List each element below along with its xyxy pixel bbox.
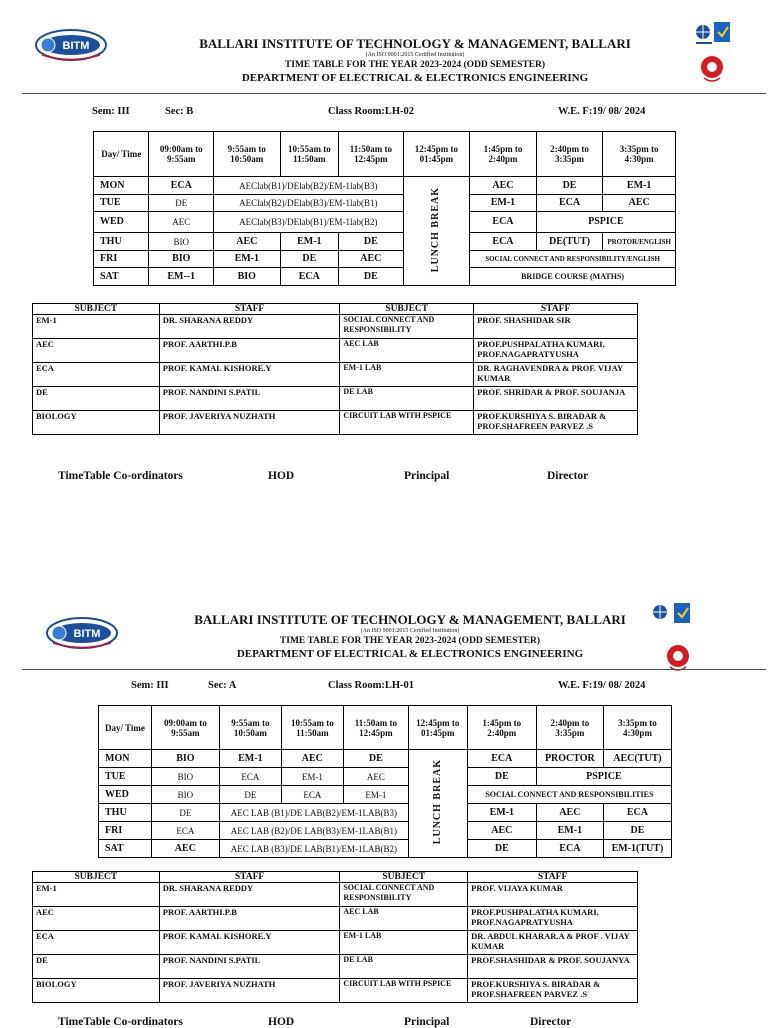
institute-name: BALLARI INSTITUTE OF TECHNOLOGY & MANAGEMENT, BALLARI <box>199 36 631 51</box>
period-cell: EM-1 <box>214 251 281 268</box>
header-slot-2: 9:55am to 10:50am <box>219 706 281 750</box>
period-cell: DE <box>343 750 408 768</box>
header-slot-2: 9:55am to 10:50am <box>214 132 281 177</box>
period-cell: DE <box>149 195 214 212</box>
header-slot-8: 3:35pm to 4:30pm <box>603 132 676 177</box>
period-cell: DE <box>151 804 219 822</box>
day-cell: TUE <box>94 195 149 212</box>
afternoon-activity-cell: SOCIAL CONNECT AND RESPONSIBILITIES <box>467 786 671 804</box>
subject-cell: CIRCUIT LAB WITH PSPICE <box>340 411 474 435</box>
period-cell: AEC <box>214 233 281 251</box>
header-slot-3: 10:55am to 11:50am <box>280 132 339 177</box>
with-effect-from: W.E. F:19/ 08/ 2024 <box>558 680 646 691</box>
header-slot-4: 11:50am to 12:45pm <box>343 706 408 750</box>
signature-principal: Principal <box>404 470 450 482</box>
signature-hod: HOD <box>268 470 295 482</box>
staff-cell: PROF.KURSHIYA S. BIRADAR & PROF.SHAFREEN PARVEZ .S <box>474 411 638 435</box>
subject-cell: BIOLOGY <box>33 411 160 435</box>
day-cell: SAT <box>94 268 149 286</box>
section: Sec: B <box>165 106 194 117</box>
staff-cell: PROF. JAVERIYA NUZHATH <box>159 411 340 435</box>
header-slot-6: 1:45pm to 2:40pm <box>470 132 537 177</box>
subject-cell: SOCIAL CONNECT AND RESPONSIBILITY <box>340 315 474 339</box>
period-cell: ECA <box>536 195 603 212</box>
lab-cell: AEC LAB (B1)/DE LAB(B2)/EM-1LAB(B3) <box>219 804 408 822</box>
department-name: DEPARTMENT OF ELECTRICAL & ELECTRONICS ENGINEERING <box>241 72 589 84</box>
period-cell: PROTOR/ENGLISH <box>603 233 676 251</box>
staff-cell: PROF. AARTHI.P.B <box>159 907 340 931</box>
header-day: Day/ Time <box>94 132 149 177</box>
period-cell: BIO <box>151 786 219 804</box>
period-cell: DE <box>339 233 404 251</box>
staff-header-staff: STAFF <box>474 304 638 315</box>
subject-cell: SOCIAL CONNECT AND RESPONSIBILITY <box>340 883 468 907</box>
period-cell: EM-1(TUT) <box>603 840 671 858</box>
period-cell: ECA <box>151 822 219 840</box>
classroom: Class Room:LH-02 <box>328 106 415 117</box>
period-cell: DE <box>339 268 404 286</box>
header-slot-1: 09:00am to 9:55am <box>149 132 214 177</box>
period-cell: EM-1 <box>280 233 339 251</box>
lab-cell: AEClab(B3)/DElab(B1)/EM-1lab(B2) <box>214 212 404 233</box>
with-effect-from: W.E. F:19/ 08/ 2024 <box>558 106 646 117</box>
header-divider <box>22 669 766 670</box>
signature-coordinators: TimeTable Co-ordinators <box>58 1016 183 1028</box>
staff-cell: PROF.PUSHPALATHA KUMARI, PROF.NAGAPRATYUSHA <box>468 907 638 931</box>
staff-cell: PROF. KAMAL KISHORE.Y <box>159 363 340 387</box>
staff-cell: DR. SHARANA REDDY <box>159 315 340 339</box>
department-name: DEPARTMENT OF ELECTRICAL & ELECTRONICS ENGINEERING <box>236 648 584 660</box>
staff-table <box>32 303 638 435</box>
staff-cell: PROF.KURSHIYA S. BIRADAR & PROF.SHAFREEN PARVEZ .S <box>468 979 638 1003</box>
subject-cell: DE LAB <box>340 387 474 411</box>
svg-text:BITM: BITM <box>62 40 90 52</box>
semester: Sem: III <box>92 106 130 117</box>
afternoon-activity-cell: SOCIAL CONNECT AND RESPONSIBILITY/ENGLISH <box>470 251 676 268</box>
staff-cell: DR. ABDUL KHARAR.A & PROF . VIJAY KUMAR <box>468 931 638 955</box>
section: Sec: A <box>208 680 237 691</box>
signature-director: Director <box>530 1016 572 1028</box>
staff-cell: PROF. SHRIDAR & PROF. SOUJANJA <box>474 387 638 411</box>
bitm-logo <box>34 28 108 62</box>
svg-text:BITM: BITM <box>73 628 101 640</box>
subject-cell: ECA <box>33 363 160 387</box>
period-cell: BIO <box>149 251 214 268</box>
header-slot-6: 1:45pm to 2:40pm <box>467 706 536 750</box>
timetable-grid <box>93 131 676 286</box>
subject-cell: EM-1 <box>33 315 160 339</box>
period-cell: ECA <box>536 840 603 858</box>
subject-cell: BIOLOGY <box>33 979 160 1003</box>
day-cell: SAT <box>99 840 152 858</box>
year-title: TIME TABLE FOR THE YEAR 2023-2024 (ODD SEMESTER) <box>279 636 541 646</box>
staff-header-subject: SUBJECT <box>33 872 160 883</box>
subject-cell: AEC <box>33 907 160 931</box>
header-slot-4: 11:50am to 12:45pm <box>339 132 404 177</box>
staff-cell: PROF. KAMAL KISHORE.Y <box>159 931 340 955</box>
period-cell: AEC <box>343 768 408 786</box>
lab-cell: AEC LAB (B2)/DE LAB(B3)/EM-1LAB(B1) <box>219 822 408 840</box>
staff-cell: PROF.SHASHIDAR & PROF. SOUJANYA <box>468 955 638 979</box>
period-cell: DE <box>467 768 536 786</box>
header-slot-7: 2:40pm to 3:35pm <box>536 132 603 177</box>
subject-cell: AEC <box>33 339 160 363</box>
period-cell: ECA <box>219 768 281 786</box>
lunch-break-label: LUNCH BREAK <box>431 759 443 845</box>
staff-header-subject: SUBJECT <box>33 304 160 315</box>
period-cell: BIO <box>151 768 219 786</box>
period-cell: AEC(TUT) <box>603 750 671 768</box>
staff-header-staff: STAFF <box>468 872 638 883</box>
period-cell: ECA <box>470 212 537 233</box>
staff-cell: PROF. AARTHI.P.B <box>159 339 340 363</box>
timetable-grid <box>98 705 672 858</box>
staff-cell: PROF. SHASHIDAR SIR <box>474 315 638 339</box>
subject-cell: EM-1 LAB <box>340 931 468 955</box>
period-cell: EM--1 <box>149 268 214 286</box>
day-cell: MON <box>99 750 152 768</box>
subject-cell: AEC LAB <box>340 339 474 363</box>
iso-line: (An ISO 9001:2015 Certified Institution) <box>360 628 460 634</box>
afternoon-activity-cell: BRIDGE COURSE (MATHS) <box>470 268 676 286</box>
period-cell: PROCTOR <box>536 750 603 768</box>
subject-cell: DE <box>33 955 160 979</box>
period-cell: EM-1 <box>281 768 343 786</box>
period-cell: AEC <box>536 804 603 822</box>
staff-table <box>32 871 638 1003</box>
staff-cell: DR. RAGHAVENDRA & PROF. VIJAY KUMAR <box>474 363 638 387</box>
semester: Sem: III <box>131 680 169 691</box>
header-slot-7: 2:40pm to 3:35pm <box>536 706 603 750</box>
day-cell: THU <box>99 804 152 822</box>
subject-cell: EM-1 LAB <box>340 363 474 387</box>
institute-name: BALLARI INSTITUTE OF TECHNOLOGY & MANAGEMENT, BALLARI <box>194 612 626 627</box>
staff-header-staff: STAFF <box>159 304 340 315</box>
lab-cell: AEC LAB (B3)/DE LAB(B1)/EM-1LAB(B2) <box>219 840 408 858</box>
period-cell: AEC <box>467 822 536 840</box>
classroom: Class Room:LH-01 <box>328 680 415 691</box>
period-cell: BIO <box>149 233 214 251</box>
period-cell: ECA <box>467 750 536 768</box>
period-cell: AEC <box>339 251 404 268</box>
iso-certification-badges <box>694 20 734 88</box>
staff-cell: PROF. VIJAYA KUMAR <box>468 883 638 907</box>
staff-header-staff: STAFF <box>159 872 340 883</box>
signature-hod: HOD <box>268 1016 295 1028</box>
period-cell: DE <box>219 786 281 804</box>
staff-header-subject: SUBJECT <box>340 872 468 883</box>
period-cell: AEC <box>281 750 343 768</box>
bitm-logo <box>45 616 119 650</box>
period-cell: DE <box>280 251 339 268</box>
signature-coordinators: TimeTable Co-ordinators <box>58 470 183 482</box>
institute-header <box>150 36 680 85</box>
lab-cell: AEClab(B2)/DElab(B3)/EM-1lab(B1) <box>214 195 404 212</box>
period-cell: BIO <box>214 268 281 286</box>
period-cell: PSPICE <box>536 212 675 233</box>
subject-cell: EM-1 <box>33 883 160 907</box>
day-cell: MON <box>94 177 149 195</box>
signature-principal: Principal <box>404 1016 450 1028</box>
period-cell: DE <box>603 822 671 840</box>
period-cell: ECA <box>470 233 537 251</box>
period-cell: EM-1 <box>536 822 603 840</box>
day-cell: THU <box>94 233 149 251</box>
period-cell: ECA <box>280 268 339 286</box>
subject-cell: AEC LAB <box>340 907 468 931</box>
period-cell: EM-1 <box>219 750 281 768</box>
period-cell: DE(TUT) <box>536 233 603 251</box>
period-cell: EM-1 <box>343 786 408 804</box>
subject-cell: CIRCUIT LAB WITH PSPICE <box>340 979 468 1003</box>
period-cell: PSPICE <box>536 768 671 786</box>
period-cell: EM-1 <box>470 195 537 212</box>
lab-cell: AEClab(B1)/DElab(B2)/EM-1lab(B3) <box>214 177 404 195</box>
period-cell: AEC <box>151 840 219 858</box>
staff-header-subject: SUBJECT <box>340 304 474 315</box>
period-cell: ECA <box>149 177 214 195</box>
header-slot-3: 10:55am to 11:50am <box>281 706 343 750</box>
period-cell: AEC <box>149 212 214 233</box>
day-cell: FRI <box>94 251 149 268</box>
period-cell: EM-1 <box>467 804 536 822</box>
lunch-break-cell <box>408 750 467 858</box>
signature-director: Director <box>547 470 589 482</box>
staff-cell: PROF. NANDINI S.PATIL <box>159 387 340 411</box>
subject-cell: DE LAB <box>340 955 468 979</box>
header-day: Day/ Time <box>99 706 152 750</box>
header-slot-1: 09:00am to 9:55am <box>151 706 219 750</box>
staff-cell: PROF. NANDINI S.PATIL <box>159 955 340 979</box>
day-cell: TUE <box>99 768 152 786</box>
header-lunch-slot: 12:45pm to 01:45pm <box>403 132 470 177</box>
staff-cell: PROF.PUSHPALATHA KUMARI, PROF.NAGAPRATYUSHA <box>474 339 638 363</box>
staff-cell: PROF. JAVERIYA NUZHATH <box>159 979 340 1003</box>
staff-cell: DR. SHARANA REDDY <box>159 883 340 907</box>
lunch-break-cell <box>403 177 470 286</box>
iso-line: (An ISO 9001:2015 Certified Institution) <box>365 52 465 58</box>
day-cell: WED <box>94 212 149 233</box>
year-title: TIME TABLE FOR THE YEAR 2023-2024 (ODD SEMESTER) <box>284 60 546 70</box>
header-divider <box>22 93 766 94</box>
header-lunch-slot: 12:45pm to 01:45pm <box>408 706 467 750</box>
period-cell: EM-1 <box>603 177 676 195</box>
day-cell: FRI <box>99 822 152 840</box>
subject-cell: DE <box>33 387 160 411</box>
lunch-break-label: LUNCH BREAK <box>430 186 442 273</box>
subject-cell: ECA <box>33 931 160 955</box>
period-cell: AEC <box>603 195 676 212</box>
header-slot-8: 3:35pm to 4:30pm <box>603 706 671 750</box>
period-cell: BIO <box>151 750 219 768</box>
day-cell: WED <box>99 786 152 804</box>
period-cell: AEC <box>470 177 537 195</box>
institute-header <box>145 612 675 661</box>
period-cell: ECA <box>281 786 343 804</box>
period-cell: ECA <box>603 804 671 822</box>
period-cell: DE <box>536 177 603 195</box>
period-cell: DE <box>467 840 536 858</box>
